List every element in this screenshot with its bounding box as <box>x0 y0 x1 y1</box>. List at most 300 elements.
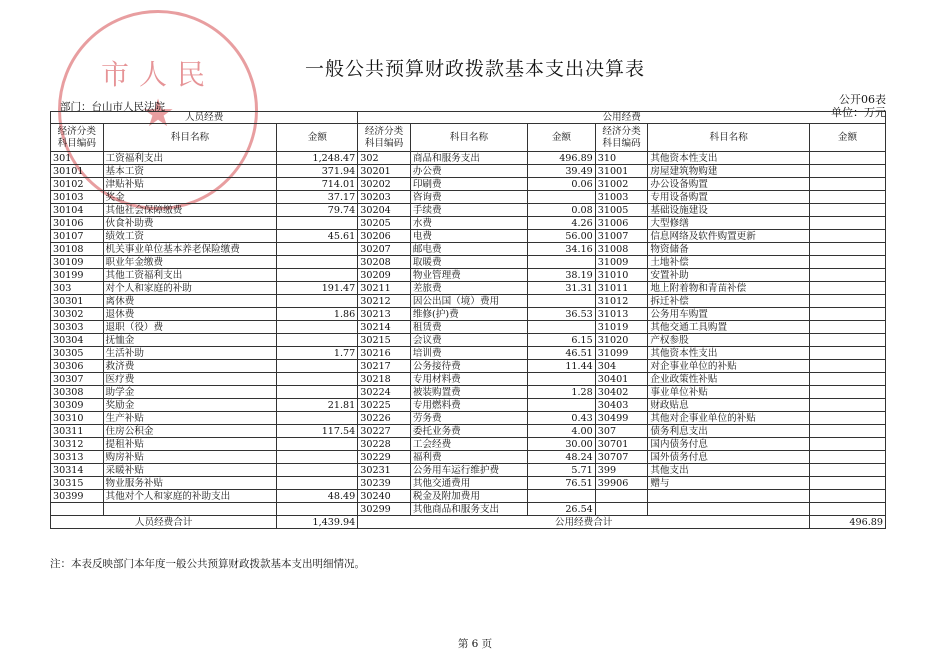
item-name-cell: 其他商品和服务支出 <box>410 503 527 516</box>
col-amount-3: 金额 <box>810 124 886 152</box>
econ-code-cell: 30402 <box>595 386 648 399</box>
item-name-cell: 商品和服务支出 <box>410 152 527 165</box>
econ-code-cell <box>595 503 648 516</box>
amount-cell <box>810 217 886 230</box>
econ-code-cell: 30227 <box>358 425 411 438</box>
amount-cell <box>810 451 886 464</box>
item-name-cell: 福利费 <box>410 451 527 464</box>
amount-cell <box>528 490 596 503</box>
table-row <box>51 269 886 282</box>
econ-code-cell: 30403 <box>595 399 648 412</box>
table-row <box>51 503 886 516</box>
econ-code-cell: 31003 <box>595 191 648 204</box>
econ-code-cell: 303 <box>51 282 104 295</box>
item-name-cell: 其他工资福利支出 <box>103 269 277 282</box>
econ-code-cell: 30213 <box>358 308 411 321</box>
amount-cell <box>277 386 358 399</box>
unit-label: 单位：万元 <box>831 106 886 119</box>
item-name-cell: 生产补贴 <box>103 412 277 425</box>
item-name-cell <box>103 503 277 516</box>
item-name-cell: 国内债务付息 <box>648 438 810 451</box>
item-name-cell: 物资储备 <box>648 243 810 256</box>
amount-cell: 0.06 <box>528 178 596 191</box>
amount-cell <box>810 438 886 451</box>
item-name-cell: 土地补偿 <box>648 256 810 269</box>
item-name-cell: 安置补助 <box>648 269 810 282</box>
table-row <box>51 256 886 269</box>
item-name-cell: 工会经费 <box>410 438 527 451</box>
amount-cell: 0.08 <box>528 204 596 217</box>
amount-cell: 46.51 <box>528 347 596 360</box>
econ-code-cell: 30224 <box>358 386 411 399</box>
amount-cell: 5.71 <box>528 464 596 477</box>
expenditure-table <box>50 111 886 529</box>
item-name-cell: 抚恤金 <box>103 334 277 347</box>
econ-code-cell: 30215 <box>358 334 411 347</box>
footnote: 注：本表反映部门本年度一般公共预算财政拨款基本支出明细情况。 <box>50 558 365 570</box>
col-amount-1: 金额 <box>277 124 358 152</box>
econ-code-cell: 30304 <box>51 334 104 347</box>
econ-code-cell: 31006 <box>595 217 648 230</box>
econ-code-cell: 30229 <box>358 451 411 464</box>
amount-cell <box>277 334 358 347</box>
amount-cell <box>810 347 886 360</box>
amount-cell: 37.17 <box>277 191 358 204</box>
personnel-total-value: 1,439.94 <box>277 516 358 529</box>
table-row <box>51 152 886 165</box>
item-name-cell: 专用材料费 <box>410 373 527 386</box>
col-amount-2: 金额 <box>528 124 596 152</box>
econ-code-cell: 30225 <box>358 399 411 412</box>
econ-code-cell: 30108 <box>51 243 104 256</box>
amount-cell: 4.26 <box>528 217 596 230</box>
amount-cell <box>277 360 358 373</box>
page-number: 第 6 页 <box>457 638 493 650</box>
econ-code-cell: 31010 <box>595 269 648 282</box>
item-name-cell: 其他资本性支出 <box>648 347 810 360</box>
econ-code-cell: 30218 <box>358 373 411 386</box>
item-name-cell: 机关事业单位基本养老保险缴费 <box>103 243 277 256</box>
item-name-cell: 会议费 <box>410 334 527 347</box>
item-name-cell <box>648 490 810 503</box>
item-name-cell: 产权参股 <box>648 334 810 347</box>
item-name-cell: 采暖补贴 <box>103 464 277 477</box>
econ-code-cell: 31012 <box>595 295 648 308</box>
item-name-cell: 租赁费 <box>410 321 527 334</box>
item-name-cell: 国外债务付息 <box>648 451 810 464</box>
amount-cell: 79.74 <box>277 204 358 217</box>
amount-cell: 30.00 <box>528 438 596 451</box>
amount-cell <box>810 295 886 308</box>
amount-cell <box>277 321 358 334</box>
item-name-cell: 公务接待费 <box>410 360 527 373</box>
table-row <box>51 438 886 451</box>
econ-code-cell: 30217 <box>358 360 411 373</box>
econ-code-cell: 31009 <box>595 256 648 269</box>
amount-cell <box>277 464 358 477</box>
item-name-cell: 物业管理费 <box>410 269 527 282</box>
econ-code-cell: 30228 <box>358 438 411 451</box>
col-item-name-1: 科目名称 <box>103 124 277 152</box>
amount-cell <box>810 269 886 282</box>
econ-code-cell: 30305 <box>51 347 104 360</box>
econ-code-cell: 31011 <box>595 282 648 295</box>
item-name-cell: 赠与 <box>648 477 810 490</box>
econ-code-cell: 30204 <box>358 204 411 217</box>
table-row <box>51 217 886 230</box>
item-name-cell: 电费 <box>410 230 527 243</box>
amount-cell <box>810 490 886 503</box>
item-name-cell: 其他交通工具购置 <box>648 321 810 334</box>
econ-code-cell: 30106 <box>51 217 104 230</box>
econ-code-cell: 30102 <box>51 178 104 191</box>
col-econ-code-1: 经济分类 科目编码 <box>51 124 104 152</box>
table-row <box>51 360 886 373</box>
amount-cell <box>810 412 886 425</box>
econ-code-cell <box>595 490 648 503</box>
amount-cell <box>277 243 358 256</box>
table-row <box>51 451 886 464</box>
amount-cell <box>277 256 358 269</box>
amount-cell: 56.00 <box>528 230 596 243</box>
econ-code-cell: 30226 <box>358 412 411 425</box>
econ-code-cell: 30216 <box>358 347 411 360</box>
table-body <box>51 152 886 516</box>
econ-code-cell: 30312 <box>51 438 104 451</box>
item-name-cell: 奖励金 <box>103 399 277 412</box>
item-name-cell: 水费 <box>410 217 527 230</box>
econ-code-cell <box>51 503 104 516</box>
econ-code-cell: 30399 <box>51 490 104 503</box>
amount-cell <box>810 360 886 373</box>
econ-code-cell: 30307 <box>51 373 104 386</box>
item-name-cell: 医疗费 <box>103 373 277 386</box>
econ-code-cell: 304 <box>595 360 648 373</box>
amount-cell: 48.24 <box>528 451 596 464</box>
amount-cell: 1.86 <box>277 308 358 321</box>
econ-code-cell: 399 <box>595 464 648 477</box>
item-name-cell: 办公费 <box>410 165 527 178</box>
econ-code-cell: 30101 <box>51 165 104 178</box>
table-row <box>51 477 886 490</box>
econ-code-cell: 30313 <box>51 451 104 464</box>
amount-cell <box>810 230 886 243</box>
econ-code-cell: 30309 <box>51 399 104 412</box>
personnel-total-label: 人员经费合计 <box>51 516 277 529</box>
page-title: 一般公共预算财政拨款基本支出决算表 <box>304 58 645 80</box>
item-name-cell: 拆迁补偿 <box>648 295 810 308</box>
item-name-cell: 绩效工资 <box>103 230 277 243</box>
item-name-cell: 公务用车运行维护费 <box>410 464 527 477</box>
amount-cell: 371.94 <box>277 165 358 178</box>
item-name-cell: 伙食补助费 <box>103 217 277 230</box>
amount-cell <box>528 256 596 269</box>
item-name-cell: 印刷费 <box>410 178 527 191</box>
table-row <box>51 386 886 399</box>
econ-code-cell: 30208 <box>358 256 411 269</box>
table-row <box>51 282 886 295</box>
col-econ-code-3: 经济分类 科目编码 <box>595 124 648 152</box>
amount-cell: 496.89 <box>528 152 596 165</box>
econ-code-cell: 307 <box>595 425 648 438</box>
amount-cell <box>810 477 886 490</box>
econ-code-cell: 30207 <box>358 243 411 256</box>
econ-code-cell: 30240 <box>358 490 411 503</box>
econ-code-cell: 31099 <box>595 347 648 360</box>
item-name-cell: 大型修缮 <box>648 217 810 230</box>
amount-cell <box>810 321 886 334</box>
amount-cell: 1.77 <box>277 347 358 360</box>
item-name-cell: 其他交通费用 <box>410 477 527 490</box>
item-name-cell: 对企事业单位的补贴 <box>648 360 810 373</box>
econ-code-cell: 310 <box>595 152 648 165</box>
econ-code-cell: 301 <box>51 152 104 165</box>
item-name-cell: 维修(护)费 <box>410 308 527 321</box>
amount-cell <box>277 217 358 230</box>
item-name-cell: 公务用车购置 <box>648 308 810 321</box>
econ-code-cell: 30314 <box>51 464 104 477</box>
item-name-cell: 差旅费 <box>410 282 527 295</box>
public-total-value: 496.89 <box>810 516 886 529</box>
department-label: 部门：台山市人民法院 <box>60 101 165 113</box>
item-name-cell: 其他对企事业单位的补贴 <box>648 412 810 425</box>
col-item-name-3: 科目名称 <box>648 124 810 152</box>
item-name-cell: 取暖费 <box>410 256 527 269</box>
amount-cell: 31.31 <box>528 282 596 295</box>
econ-code-cell: 30707 <box>595 451 648 464</box>
amount-cell: 48.49 <box>277 490 358 503</box>
item-name-cell: 咨询费 <box>410 191 527 204</box>
item-name-cell: 对个人和家庭的补助 <box>103 282 277 295</box>
item-name-cell: 委托业务费 <box>410 425 527 438</box>
amount-cell: 34.16 <box>528 243 596 256</box>
item-name-cell: 被装购置费 <box>410 386 527 399</box>
item-name-cell: 基础设施建设 <box>648 204 810 217</box>
table-row <box>51 399 886 412</box>
econ-code-cell: 302 <box>358 152 411 165</box>
col-econ-code-2: 经济分类 科目编码 <box>358 124 411 152</box>
amount-cell <box>810 386 886 399</box>
amount-cell: 11.44 <box>528 360 596 373</box>
amount-cell <box>810 464 886 477</box>
table-row <box>51 412 886 425</box>
amount-cell <box>810 152 886 165</box>
item-name-cell: 培训费 <box>410 347 527 360</box>
amount-cell <box>810 204 886 217</box>
amount-cell: 6.15 <box>528 334 596 347</box>
econ-code-cell: 31007 <box>595 230 648 243</box>
econ-code-cell: 30315 <box>51 477 104 490</box>
econ-code-cell: 39906 <box>595 477 648 490</box>
amount-cell: 39.49 <box>528 165 596 178</box>
econ-code-cell: 31020 <box>595 334 648 347</box>
table-row <box>51 191 886 204</box>
table-row <box>51 230 886 243</box>
table-row <box>51 373 886 386</box>
amount-cell <box>277 412 358 425</box>
amount-cell <box>277 477 358 490</box>
econ-code-cell: 30311 <box>51 425 104 438</box>
econ-code-cell: 30211 <box>358 282 411 295</box>
econ-code-cell: 31005 <box>595 204 648 217</box>
econ-code-cell: 30214 <box>358 321 411 334</box>
amount-cell <box>528 373 596 386</box>
item-name-cell: 救济费 <box>103 360 277 373</box>
amount-cell <box>810 282 886 295</box>
table-row <box>51 464 886 477</box>
amount-cell <box>810 256 886 269</box>
public-total-label: 公用经费合计 <box>358 516 810 529</box>
econ-code-cell: 30107 <box>51 230 104 243</box>
amount-cell <box>810 243 886 256</box>
amount-cell: 21.81 <box>277 399 358 412</box>
amount-cell <box>810 503 886 516</box>
amount-cell <box>277 295 358 308</box>
item-name-cell: 生活补助 <box>103 347 277 360</box>
econ-code-cell: 30205 <box>358 217 411 230</box>
econ-code-cell: 31001 <box>595 165 648 178</box>
econ-code-cell: 30303 <box>51 321 104 334</box>
item-name-cell: 企业政策性补贴 <box>648 373 810 386</box>
amount-cell <box>528 321 596 334</box>
table-row <box>51 347 886 360</box>
amount-cell: 36.53 <box>528 308 596 321</box>
col-item-name-2: 科目名称 <box>410 124 527 152</box>
econ-code-cell: 30199 <box>51 269 104 282</box>
official-seal: 市人民 ★ <box>58 10 258 210</box>
public-header: 公用经费 <box>358 112 886 124</box>
table-row <box>51 243 886 256</box>
item-name-cell: 债务利息支出 <box>648 425 810 438</box>
item-name-cell: 财政贴息 <box>648 399 810 412</box>
item-name-cell: 税金及附加费用 <box>410 490 527 503</box>
table-row <box>51 334 886 347</box>
econ-code-cell: 30239 <box>358 477 411 490</box>
amount-cell: 76.51 <box>528 477 596 490</box>
item-name-cell: 助学金 <box>103 386 277 399</box>
econ-code-cell: 31019 <box>595 321 648 334</box>
item-name-cell: 退休费 <box>103 308 277 321</box>
item-name-cell: 物业服务补贴 <box>103 477 277 490</box>
table-row <box>51 490 886 503</box>
amount-cell <box>810 373 886 386</box>
amount-cell: 117.54 <box>277 425 358 438</box>
table-row <box>51 204 886 217</box>
amount-cell <box>810 425 886 438</box>
item-name-cell: 奖金 <box>103 191 277 204</box>
item-name-cell: 专用燃料费 <box>410 399 527 412</box>
econ-code-cell: 30701 <box>595 438 648 451</box>
amount-cell <box>528 191 596 204</box>
econ-code-cell: 30103 <box>51 191 104 204</box>
item-name-cell: 其他对个人和家庭的补助支出 <box>103 490 277 503</box>
form-code: 公开06表 <box>839 93 886 106</box>
amount-cell <box>277 451 358 464</box>
table-row <box>51 425 886 438</box>
amount-cell <box>277 269 358 282</box>
econ-code-cell: 30299 <box>358 503 411 516</box>
econ-code-cell: 30308 <box>51 386 104 399</box>
econ-code-cell: 30401 <box>595 373 648 386</box>
amount-cell: 1,248.47 <box>277 152 358 165</box>
econ-code-cell: 31013 <box>595 308 648 321</box>
item-name-cell: 职业年金缴费 <box>103 256 277 269</box>
item-name-cell: 其他支出 <box>648 464 810 477</box>
table-row <box>51 295 886 308</box>
amount-cell <box>528 295 596 308</box>
item-name-cell: 工资福利支出 <box>103 152 277 165</box>
econ-code-cell: 30109 <box>51 256 104 269</box>
amount-cell <box>277 503 358 516</box>
amount-cell: 38.19 <box>528 269 596 282</box>
amount-cell <box>810 191 886 204</box>
econ-code-cell: 30499 <box>595 412 648 425</box>
amount-cell: 26.54 <box>528 503 596 516</box>
item-name-cell: 津贴补贴 <box>103 178 277 191</box>
item-name-cell: 其他资本性支出 <box>648 152 810 165</box>
amount-cell: 0.43 <box>528 412 596 425</box>
table-row <box>51 178 886 191</box>
amount-cell <box>810 308 886 321</box>
item-name-cell: 手续费 <box>410 204 527 217</box>
amount-cell <box>277 438 358 451</box>
table-row <box>51 308 886 321</box>
amount-cell: 714.01 <box>277 178 358 191</box>
econ-code-cell: 31002 <box>595 178 648 191</box>
item-name-cell: 地上附着物和青苗补偿 <box>648 282 810 295</box>
amount-cell <box>810 399 886 412</box>
econ-code-cell: 30206 <box>358 230 411 243</box>
amount-cell <box>277 373 358 386</box>
table-row <box>51 165 886 178</box>
econ-code-cell: 30203 <box>358 191 411 204</box>
item-name-cell: 房屋建筑物购建 <box>648 165 810 178</box>
item-name-cell: 基本工资 <box>103 165 277 178</box>
amount-cell <box>810 334 886 347</box>
amount-cell: 45.61 <box>277 230 358 243</box>
item-name-cell: 专用设备购置 <box>648 191 810 204</box>
econ-code-cell: 31008 <box>595 243 648 256</box>
amount-cell <box>528 399 596 412</box>
item-name-cell: 提租补贴 <box>103 438 277 451</box>
amount-cell <box>810 178 886 191</box>
econ-code-cell: 30306 <box>51 360 104 373</box>
econ-code-cell: 30209 <box>358 269 411 282</box>
table-row <box>51 321 886 334</box>
econ-code-cell: 30231 <box>358 464 411 477</box>
item-name-cell: 住房公积金 <box>103 425 277 438</box>
item-name-cell: 劳务费 <box>410 412 527 425</box>
item-name-cell: 信息网络及软件购置更新 <box>648 230 810 243</box>
item-name-cell: 事业单位补贴 <box>648 386 810 399</box>
econ-code-cell: 30202 <box>358 178 411 191</box>
econ-code-cell: 30201 <box>358 165 411 178</box>
amount-cell: 4.00 <box>528 425 596 438</box>
amount-cell: 1.28 <box>528 386 596 399</box>
item-name-cell: 其他社会保障缴费 <box>103 204 277 217</box>
personnel-header: 人员经费 <box>51 112 358 124</box>
item-name-cell: 因公出国（境）费用 <box>410 295 527 308</box>
item-name-cell: 退职（役）费 <box>103 321 277 334</box>
econ-code-cell: 30301 <box>51 295 104 308</box>
amount-cell <box>810 165 886 178</box>
amount-cell: 191.47 <box>277 282 358 295</box>
item-name-cell <box>648 503 810 516</box>
item-name-cell: 邮电费 <box>410 243 527 256</box>
econ-code-cell: 30212 <box>358 295 411 308</box>
econ-code-cell: 30104 <box>51 204 104 217</box>
econ-code-cell: 30310 <box>51 412 104 425</box>
